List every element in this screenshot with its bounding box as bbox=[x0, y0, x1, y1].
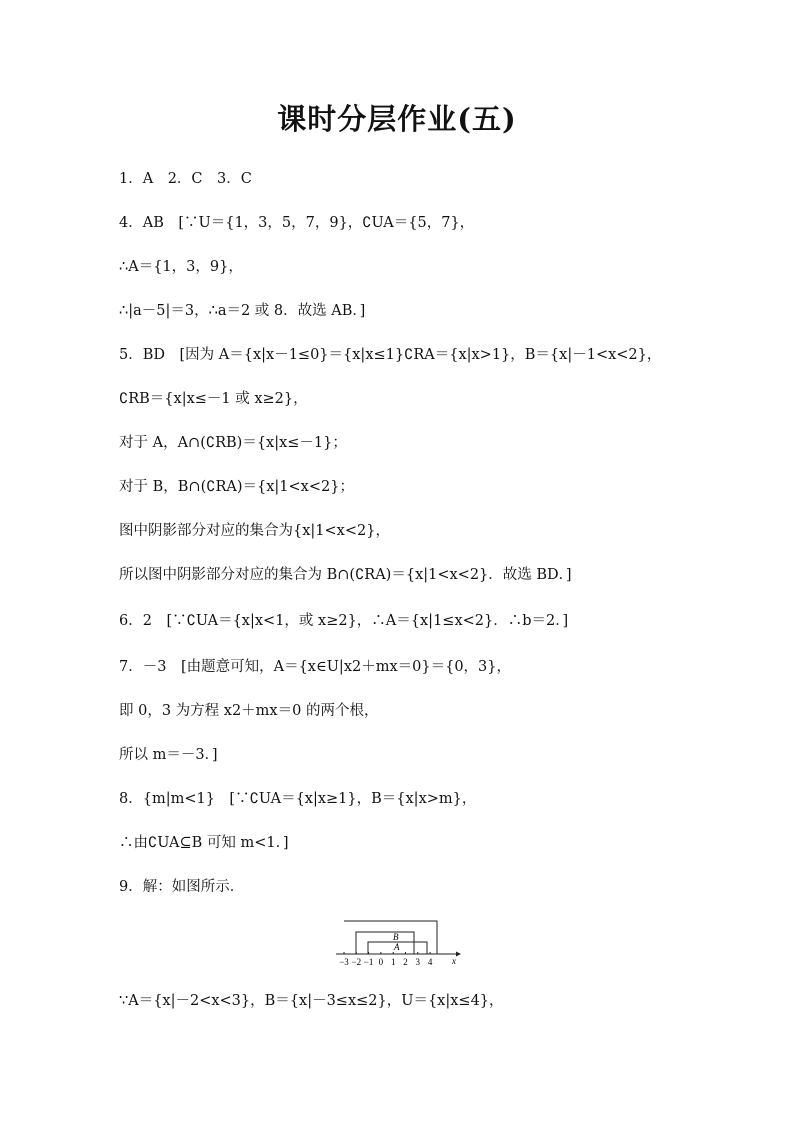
answer-line-5-cont-1: ∁RB＝{x|x≤－1 或 x≥2}， bbox=[119, 391, 308, 407]
page-title: 课时分层作业(五) bbox=[277, 102, 517, 136]
answer-line-8: 8．{m|m<1} [∵∁UA＝{x|x≥1}，B＝{x|x>m}， bbox=[119, 791, 477, 807]
answer-line-6: 6．2 [∵∁UA＝{x|x<1，或 x≥2}，∴A＝{x|1≤x<2}．∴b＝2．] bbox=[119, 613, 569, 629]
answer-line-9: 9．解：如图所示． bbox=[119, 879, 245, 895]
tick-label: 2 bbox=[403, 957, 408, 967]
set-u-bracket bbox=[344, 921, 437, 954]
answer-line-5-cont-3: 对于 B，B∩(∁RA)＝{x|1<x<2}； bbox=[119, 479, 354, 495]
set-b-bracket bbox=[356, 932, 414, 954]
answer-line-1: 1．A 2．C 3．C bbox=[119, 171, 252, 187]
tick-label: −3 bbox=[339, 957, 349, 967]
tick-label: 1 bbox=[390, 957, 396, 967]
answer-line-4-cont-1: ∴A＝{1，3，9}， bbox=[119, 259, 243, 275]
answer-line-7-cont-2: 所以 m＝－3．] bbox=[119, 747, 218, 763]
answer-line-7-cont-1: 即 0，3 为方程 x2＋mx＝0 的两个根， bbox=[119, 703, 379, 719]
tick-label: 3 bbox=[415, 957, 421, 967]
answer-line-5-cont-4: 图中阴影部分对应的集合为{x|1<x<2}， bbox=[119, 523, 390, 539]
answer-line-8-cont-1: ∴由∁UA⊆B 可知 m<1．] bbox=[119, 835, 289, 851]
x-axis-label: x bbox=[452, 956, 456, 966]
answer-line-5-cont-2: 对于 A，A∩(∁RB)＝{x|x≤－1}； bbox=[119, 435, 347, 451]
set-b-label: B bbox=[393, 932, 399, 942]
answer-line-5-cont-5: 所以图中阴影部分对应的集合为 B∩(∁RA)＝{x|1<x<2}．故选 BD．] bbox=[119, 567, 572, 583]
tick-label: 4 bbox=[427, 957, 433, 967]
tick-label: −2 bbox=[351, 957, 362, 967]
answer-line-5: 5．BD [因为 A＝{x|x－1≤0}＝{x|x≤1}∁RA＝{x|x>1}，B＝{x|－1<x<2}， bbox=[119, 347, 662, 363]
number-line-svg bbox=[334, 918, 464, 970]
number-line-figure bbox=[334, 918, 464, 970]
tick-label: −1 bbox=[363, 957, 374, 967]
answer-line-7: 7．－3 [由题意可知，A＝{x∈U|x2＋mx＝0}＝{0，3}， bbox=[119, 659, 512, 675]
answer-line-9-cont-1: ∵A＝{x|－2<x<3}，B＝{x|－3≤x≤2}，U＝{x|x≤4}， bbox=[119, 993, 504, 1009]
answer-line-4-cont-2: ∴|a－5|＝3，∴a＝2 或 8．故选 AB．] bbox=[119, 303, 366, 319]
set-a-label: A bbox=[394, 942, 400, 952]
tick-label: 0 bbox=[378, 957, 384, 967]
x-axis-arrow-icon bbox=[456, 952, 461, 957]
answer-line-4: 4．AB [∵U＝{1，3，5，7，9}，∁UA＝{5，7}， bbox=[119, 215, 475, 231]
